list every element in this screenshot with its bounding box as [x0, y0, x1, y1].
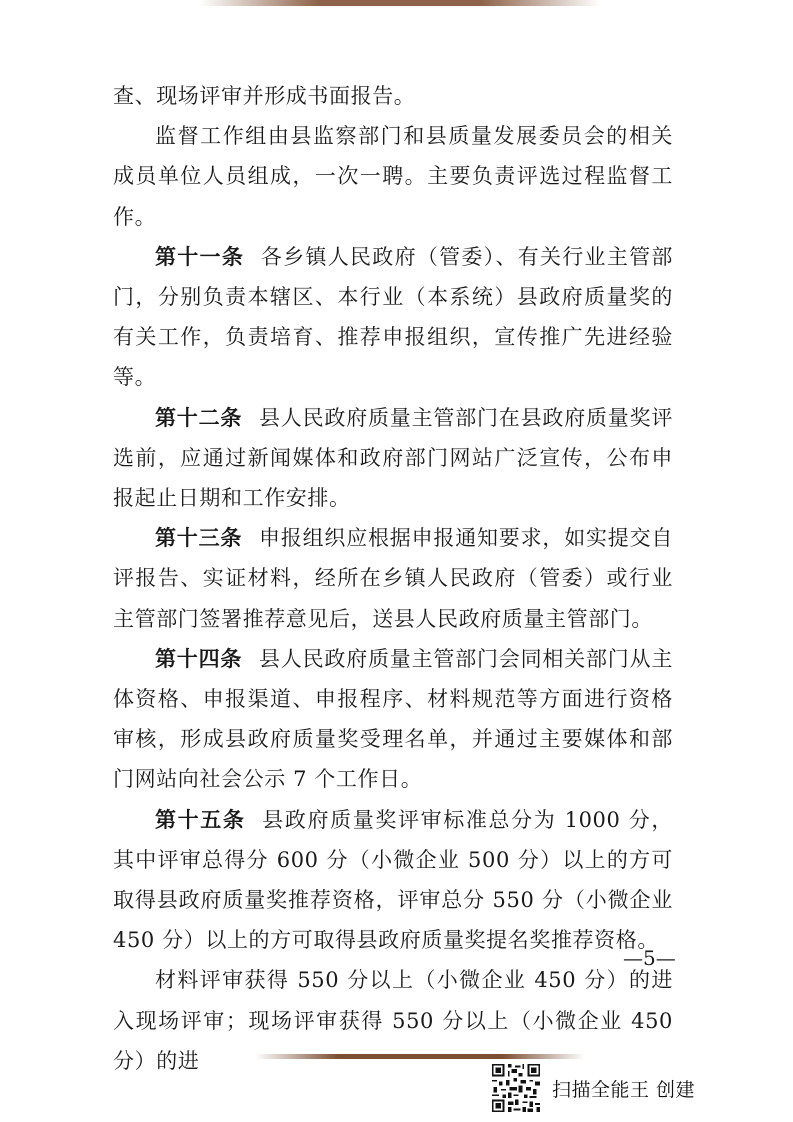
qr-code-icon: [490, 1062, 542, 1114]
paragraph-text: 县人民政府质量主管部门在县政府质量奖评选前，应通过新闻媒体和政府部门网站广泛宣传，公布申报起止日期和工作安排。: [113, 405, 673, 511]
article-12: [113, 398, 673, 519]
scanner-watermark: [490, 1062, 695, 1114]
page-edge-shadow-top: [200, 0, 600, 6]
paragraph-continuation: [113, 76, 673, 116]
paragraph-text: 县人民政府质量主管部门会同相关部门从主体资格、申报渠道、申报程序、材料规范等方面进行资格审核，形成县政府质量奖受理名单，并通过主要媒体和部门网站向社会公示 7 个工作日。: [113, 646, 673, 792]
article-14: [113, 639, 673, 800]
paragraph-supervision-group: [113, 116, 673, 237]
article-heading: 第十三条: [155, 526, 243, 551]
scanner-watermark-text: 扫描全能王 创建: [552, 1078, 696, 1101]
article-11: [113, 237, 673, 398]
article-heading: 第十二条: [155, 405, 243, 430]
paragraph-text: 申报组织应根据申报通知要求，如实提交自评报告、实证材料，经所在乡镇人民政府（管委）或行业主管部门签署推荐意见后，送县人民政府质量主管部门。: [113, 526, 673, 631]
document-body: [113, 76, 673, 1081]
paragraph-text: 材料评审获得 550 分以上（小微企业 450 分）的进入现场评审；现场评审获得 550 分以上（小微企业 450 分）的进: [113, 968, 673, 1073]
article-heading: 第十四条: [155, 646, 243, 671]
article-heading: 第十一条: [155, 244, 245, 269]
page-edge-shadow-bottom: [255, 1054, 585, 1059]
paragraph-text: 县政府质量奖评审标准总分为 1000 分，其中评审总得分 600 分（小微企业 500 分）以上的方可取得县政府质量奖推荐资格，评审总分 550 分（小微企业 450 分）以上的方可取得县政府质量奖提名奖推荐资格。: [113, 807, 673, 953]
paragraph-text: 监督工作组由县监察部门和县质量发展委员会的相关成员单位人员组成，一次一聘。主要负责评选过程监督工作。: [113, 124, 673, 229]
article-heading: 第十五条: [155, 807, 246, 832]
article-15: [113, 800, 673, 961]
paragraph-text: 查、现场评审并形成书面报告。: [113, 84, 416, 108]
paragraph-text: 各乡镇人民政府（管委）、有关行业主管部门，分别负责本辖区、本行业（本系统）县政府质量奖的有关工作，负责培育、推荐申报组织，宣传推广先进经验等。: [113, 244, 673, 390]
page-number: —5—: [623, 946, 676, 970]
article-13: [113, 518, 673, 639]
